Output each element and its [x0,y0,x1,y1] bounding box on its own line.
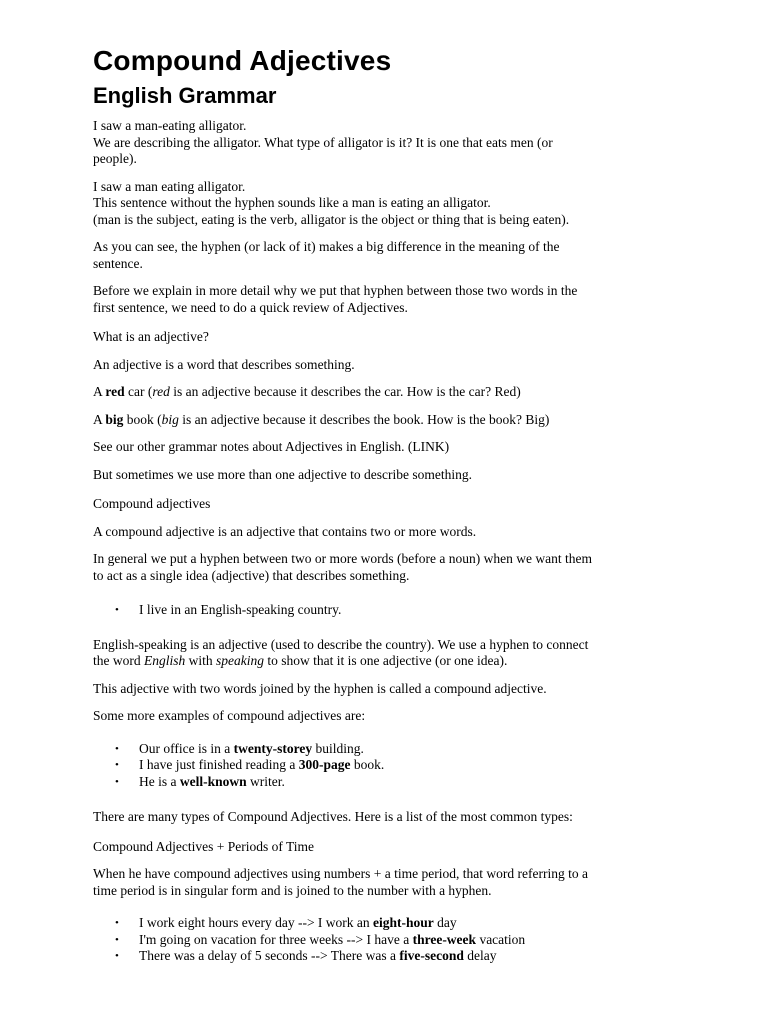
more-adjectives-text: But sometimes we use more than one adjective to describe something. [93,466,473,482]
compound-general-rule: In general we put a hyphen between two or more words (before a noun) when we want them to act as a single idea (adjective) that describes something. [93,551,592,583]
compound-example-list [93,602,683,619]
bullet-icon: • [115,759,119,771]
list-item: • I'm going on vacation for three weeks --> I have a three-week vacation [115,931,526,947]
list-item: • I live in an English-speaking country. [115,602,342,617]
types-text: There are many types of Compound Adjectives. Here is a list of the most common types: [93,809,573,824]
bullet-icon: • [115,917,119,929]
bullet-icon: • [115,775,119,788]
page-title: Compound Adjectives [93,45,392,76]
list-item: • I have just finished reading a 300-page book. [115,757,385,772]
time-examples-list [93,915,683,965]
compound-joined-text: This adjective with two words joined by the hyphen is called a compound adjective. [93,680,547,696]
document-page [93,44,683,984]
list-item: • Our office is in a twenty-storey building. [115,740,364,756]
bullet-icon: • [115,950,119,962]
list-item: • I work eight hours every day --> I work an eight-hour day [115,915,457,930]
list-item: • There was a delay of 5 seconds --> There was a five-second delay [115,948,497,963]
big-book-example: A big book (big is an adjective because it describes the book. How is the book? Big) [93,411,550,427]
time-heading: Compound Adjectives + Periods of Time [93,838,314,854]
more-examples-text: Some more examples of compound adjectives are: [93,708,366,723]
more-examples-list [93,741,683,791]
list-item: • He is a well-known writer. [115,773,285,789]
bullet-icon: • [115,742,119,755]
compound-definition: A compound adjective is an adjective that contains two or more words. [93,523,477,539]
time-description: When he have compound adjectives using numbers + a time period, that word referring to a time period is in singular form and is joined to the number with a hyphen. [93,866,588,898]
bullet-icon: • [115,604,119,616]
compound-heading: Compound adjectives [93,496,211,511]
intro-paragraph-1: I saw a man-eating alligator. We are describing the alligator. What type of alligator is it? It is one that eats men (or people). [93,118,553,166]
grammar-notes-link-text: See our other grammar notes about Adjectives in English. (LINK) [93,439,450,454]
adjective-heading: What is an adjective? [93,329,209,344]
page-subtitle: English Grammar [93,83,277,108]
adjective-definition: An adjective is a word that describes something. [93,356,355,372]
intro-paragraph-2: I saw a man eating alligator. This sentence without the hyphen sounds like a man is eating an alligator. (man is the subject, eating is the verb, alligator is the object or thing that is being eaten). [93,178,570,227]
compound-explanation: English-speaking is an adjective (used to describe the country). We use a hyphen to connect the word English with speaking to show that it is one adjective (or one idea). [93,636,589,668]
red-car-example: A red car (red is an adjective because it describes the car. How is the car? Red) [93,384,521,399]
bullet-icon: • [115,933,119,946]
intro-paragraph-3: As you can see, the hyphen (or lack of it) makes a big difference in the meaning of the sentence. [93,239,560,271]
intro-paragraph-4: Before we explain in more detail why we put that hyphen between those two words in the first sentence, we need to do a quick review of Adjectives. [93,283,578,315]
